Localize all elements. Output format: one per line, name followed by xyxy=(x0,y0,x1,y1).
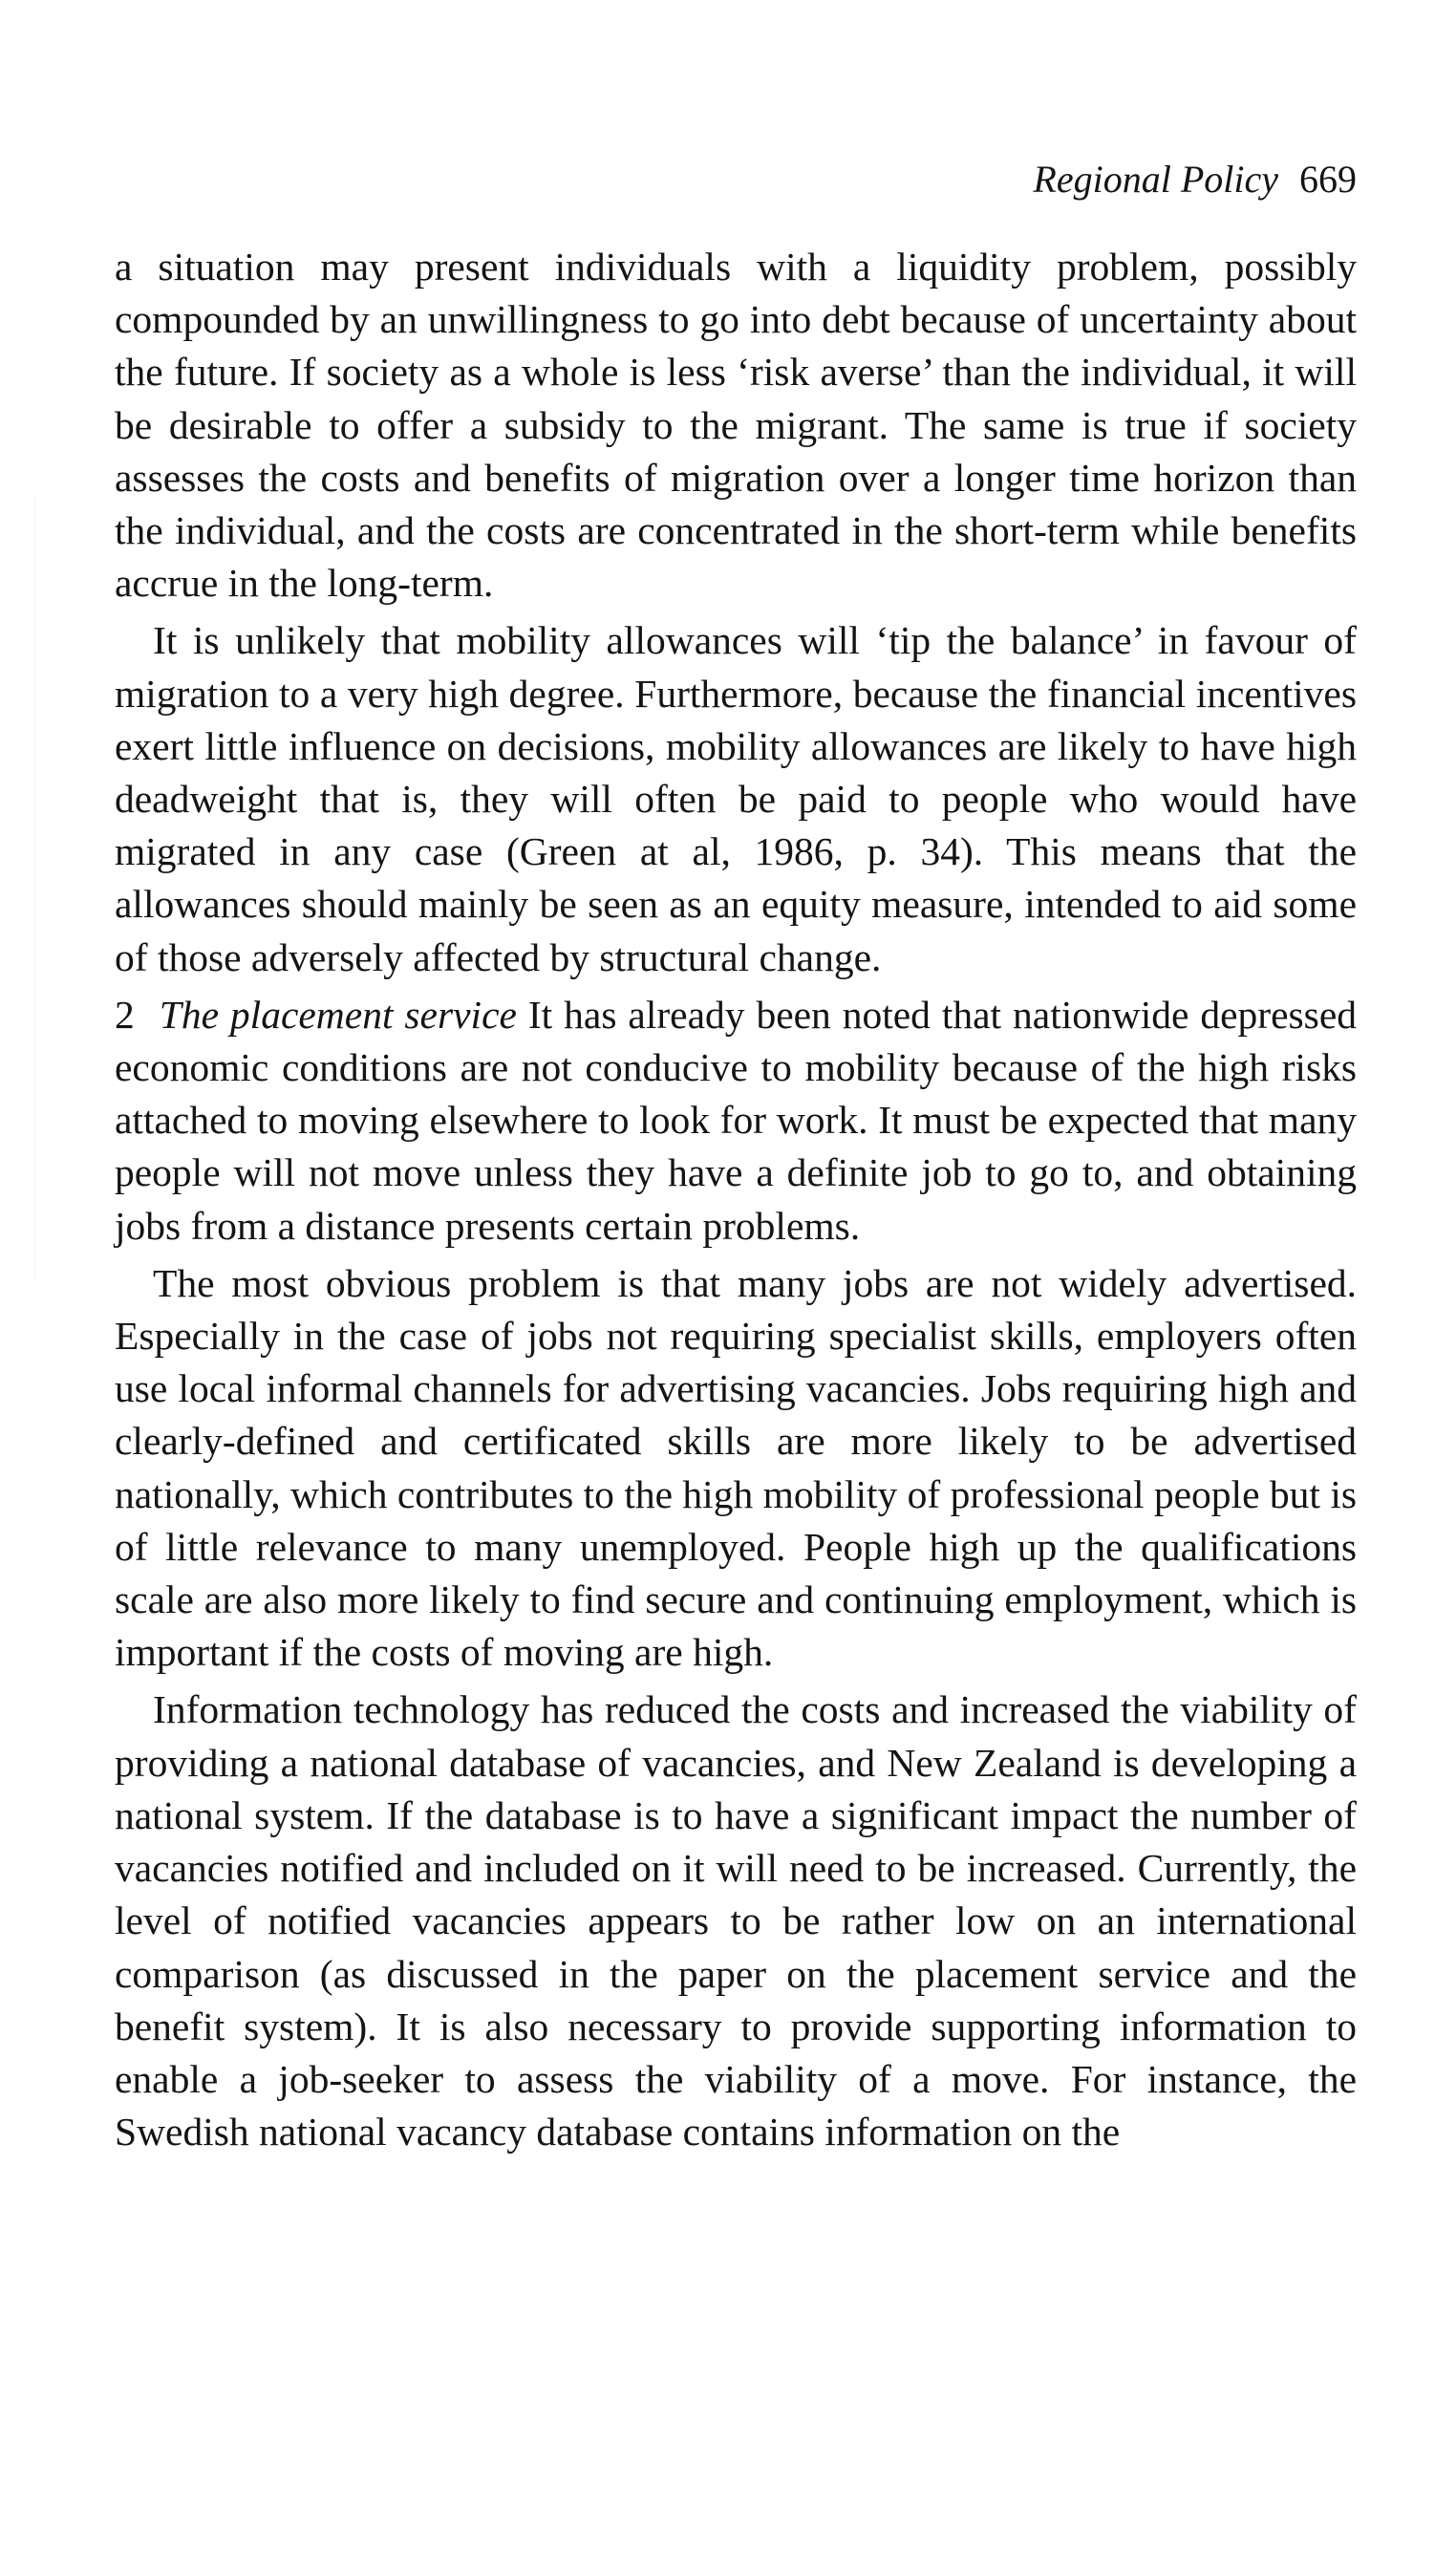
paragraph-advertising-problem: The most obvious problem is that many jobs are not widely advertised. Especially in the case of jobs not requiring specialist skills, employers often use local informal channels for advertising vacancies. Jobs requiring high and clearly-defined and certificated skills are more likely to be advertised nationally, which contributes to the high mobility of professional people but is of little relevance to many unemployed. People high up the qualifications scale are also more likely to find secure and continuing employment, which is important if the costs of moving are high. xyxy=(115,1260,1357,1675)
paragraph-continued: a situation may present individuals with a liquidity problem, possibly compounded by an unwillingness to go into debt because of uncertainty about the future. If society as a whole is less ‘risk averse’ than the individual, it will be desirable to offer a subsidy to the migrant. The same is true if society assesses the costs and benefits of migration over a longer time horizon than the individual, and the costs are concentrated in the short-term while benefits accrue in the long-term. xyxy=(115,245,1357,606)
page-number: 669 xyxy=(1299,158,1357,201)
body-text xyxy=(115,241,1357,2158)
page-gutter-shadow xyxy=(34,497,35,1280)
section-text: It has already been noted that nationwide depressed economic conditions are not conducive to mobility because of the high risks attached to moving elsewhere to look for work. It must be expected that many people will not move unless they have a definite job to go to, and obtaining jobs from a distance presents certain problems. xyxy=(115,992,1357,1248)
section-number: 2 xyxy=(115,992,135,1037)
paragraph-placement-service xyxy=(115,989,1357,1253)
running-head xyxy=(1033,157,1357,203)
paragraph-mobility-allowances: It is unlikely that mobility allowances will ‘tip the balance’ in favour of migration to a very high degree. Furthermore, because the financial incentives exert little influence on decisions, mobility allowances are likely to have high deadweight that is, they will often be paid to people who would have migrated in any case (Green at al, 1986, p. 34). This means that the allowances should mainly be seen as an equity measure, intended to aid some of those adversely affected by structural change. xyxy=(115,618,1357,979)
paragraph-information-technology: Information technology has reduced the costs and increased the viability of providing a national database of vacancies, and New Zealand is developing a national system. If the database is to have a significant impact the number of vacancies notified and included on it will need to be increased. Currently, the level of notified vacancies appears to be rather low on an international comparison (as discussed in the paper on the placement service and the benefit system). It is also necessary to provide supporting information to enable a job-seeker to assess the viability of a move. For instance, the Swedish national vacancy database contains information on the xyxy=(115,1687,1357,2155)
running-head-title: Regional Policy xyxy=(1033,158,1278,201)
section-title: The placement service xyxy=(159,992,517,1037)
